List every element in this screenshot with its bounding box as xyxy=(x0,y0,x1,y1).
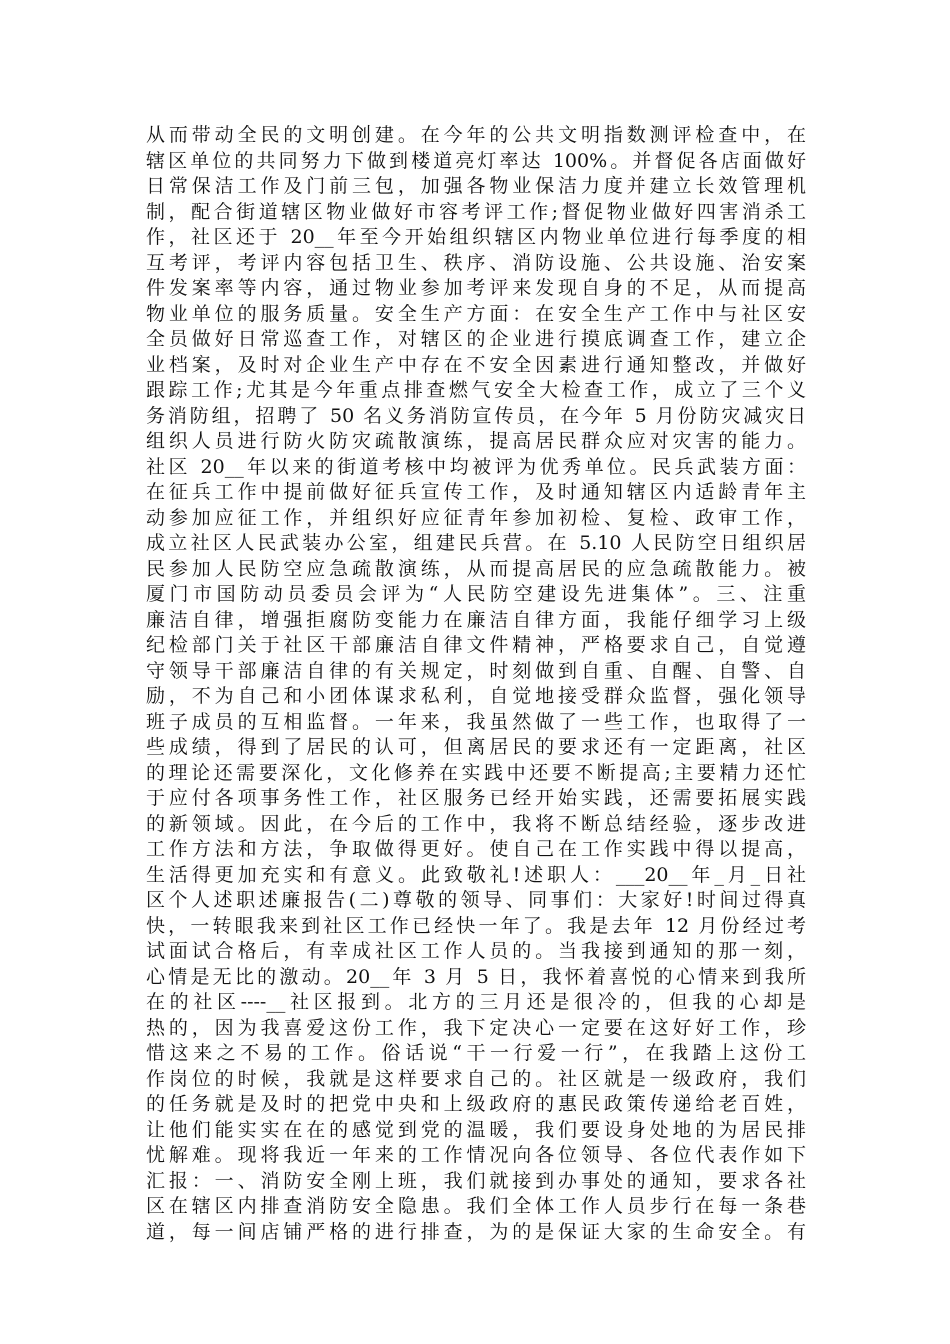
text-line: 的任务就是及时的把党中央和上级政府的惠民政策传递给老百姓， xyxy=(146,1093,806,1115)
text-line: 汇报：一、消防安全刚上班，我们就接到办事处的通知，要求各社 xyxy=(146,1169,806,1192)
text-line: 成立社区人民武装办公室，组建民兵营。在 5.10 人民防空日组织居 xyxy=(146,532,806,554)
text-line: 从而带动全民的文明创建。在今年的公共文明指数测评检查中，在 xyxy=(146,124,806,146)
text-line: 动参加应征工作，并组织好应征青年参加初检、复检、政审工作， xyxy=(146,506,806,529)
text-line: 快，一转眼我来到社区工作已经快一年了。我是去年 12 月份经过考 xyxy=(146,914,806,937)
text-line: 区个人述职述廉报告(二)尊敬的领导、同事们：大家好!时间过得真 xyxy=(146,889,806,911)
text-line: 业档案，及时对企业生产中存在不安全因素进行通知整改，并做好 xyxy=(146,353,806,376)
text-line: 惜这来之不易的工作。俗话说“干一行爱一行”，在我踏上这份工 xyxy=(146,1042,806,1064)
text-line: 纪检部门关于社区干部廉洁自律文件精神，严格要求自己，自觉遵 xyxy=(146,634,806,656)
text-line: 民参加人民防空应急疏散演练，从而提高居民的应急疏散能力。被 xyxy=(146,557,806,580)
text-line: 务消防组，招聘了 50 名义务消防宣传员，在今年 5 月份防灾减灾日 xyxy=(146,404,806,427)
text-line: 让他们能实实在在的感觉到党的温暖，我们要设身处地的为居民排 xyxy=(146,1118,806,1141)
text-line: 跟踪工作;尤其是今年重点排查燃气安全大检查工作，成立了三个义 xyxy=(146,379,806,401)
text-line: 组织人员进行防火防灾疏散演练，提高居民群众应对灾害的能力。 xyxy=(146,430,806,452)
text-line: 试面试合格后，有幸成社区工作人员的。当我接到通知的那一刻， xyxy=(146,940,806,962)
text-line: 班子成员的互相监督。一年来，我虽然做了一些工作，也取得了一 xyxy=(146,710,806,733)
text-line: 励，不为自己和小团体谋求私利，自觉地接受群众监督，强化领导 xyxy=(146,685,806,707)
text-line: 的理论还需要深化，文化修养在实践中还要不断提高;主要精力还忙 xyxy=(146,761,806,784)
text-line: 道，每一间店铺严格的进行排查，为的是保证大家的生命安全。有 xyxy=(146,1220,806,1243)
text-line: 物业单位的服务质量。安全生产方面：在安全生产工作中与社区安 xyxy=(146,302,806,325)
text-line: 制，配合街道辖区物业做好市容考评工作;督促物业做好四害消杀工 xyxy=(146,200,806,223)
text-line: 热的，因为我喜爱这份工作，我下定决心一定要在这好好工作，珍 xyxy=(146,1016,806,1039)
text-line: 些成绩，得到了居民的认可，但离居民的要求还有一定距离，社区 xyxy=(146,736,806,758)
text-line: 在的社区----__社区报到。北方的三月还是很冷的，但我的心却是 xyxy=(146,991,806,1013)
text-line: 心情是无比的激动。20__年 3 月 5 日，我怀着喜悦的心情来到我所 xyxy=(146,965,806,988)
text-line: 作，社区还于 20__年至今开始组织辖区内物业单位进行每季度的相 xyxy=(146,226,806,248)
text-line: 辖区单位的共同努力下做到楼道亮灯率达 100%。并督促各店面做好 xyxy=(146,149,806,172)
text-line: 廉洁自律，增强拒腐防变能力在廉洁自律方面，我能仔细学习上级 xyxy=(146,608,806,631)
text-line: 互考评，考评内容包括卫生、秩序、消防设施、公共设施、治安案 xyxy=(146,251,806,274)
text-line: 忧解难。现将我近一年来的工作情况向各位领导、各位代表作如下 xyxy=(146,1144,806,1166)
text-line: 于应付各项事务性工作，社区服务已经开始实践，还需要拓展实践 xyxy=(146,787,806,809)
text-line: 日常保洁工作及门前三包，加强各物业保洁力度并建立长效管理机 xyxy=(146,175,806,197)
text-line: 厦门市国防动员委员会评为“人民防空建设先进集体”。三、注重 xyxy=(146,583,806,605)
text-line: 社区 20__年以来的街道考核中均被评为优秀单位。民兵武装方面： xyxy=(146,455,806,478)
text-line: 的新领域。因此，在今后的工作中，我将不断总结经验，逐步改进 xyxy=(146,812,806,835)
text-line: 生活得更加充实和有意义。此致敬礼!述职人：___20__年_月_日社 xyxy=(146,863,806,886)
text-line: 守领导干部廉洁自律的有关规定，时刻做到自重、自醒、自警、自 xyxy=(146,659,806,682)
text-line: 区在辖区内排查消防安全隐患。我们全体工作人员步行在每一条巷 xyxy=(146,1195,806,1217)
text-line: 件发案率等内容，通过物业参加考评来发现自身的不足，从而提高 xyxy=(146,277,806,299)
text-line: 在征兵工作中提前做好征兵宣传工作，及时通知辖区内适龄青年主 xyxy=(146,481,806,503)
text-line: 全员做好日常巡查工作，对辖区的企业进行摸底调查工作，建立企 xyxy=(146,328,806,350)
text-line: 工作方法和方法，争取做得更好。使自己在工作实践中得以提高， xyxy=(146,838,806,860)
text-line: 作岗位的时候，我就是这样要求自己的。社区就是一级政府，我们 xyxy=(146,1067,806,1090)
body-text xyxy=(146,123,806,1245)
